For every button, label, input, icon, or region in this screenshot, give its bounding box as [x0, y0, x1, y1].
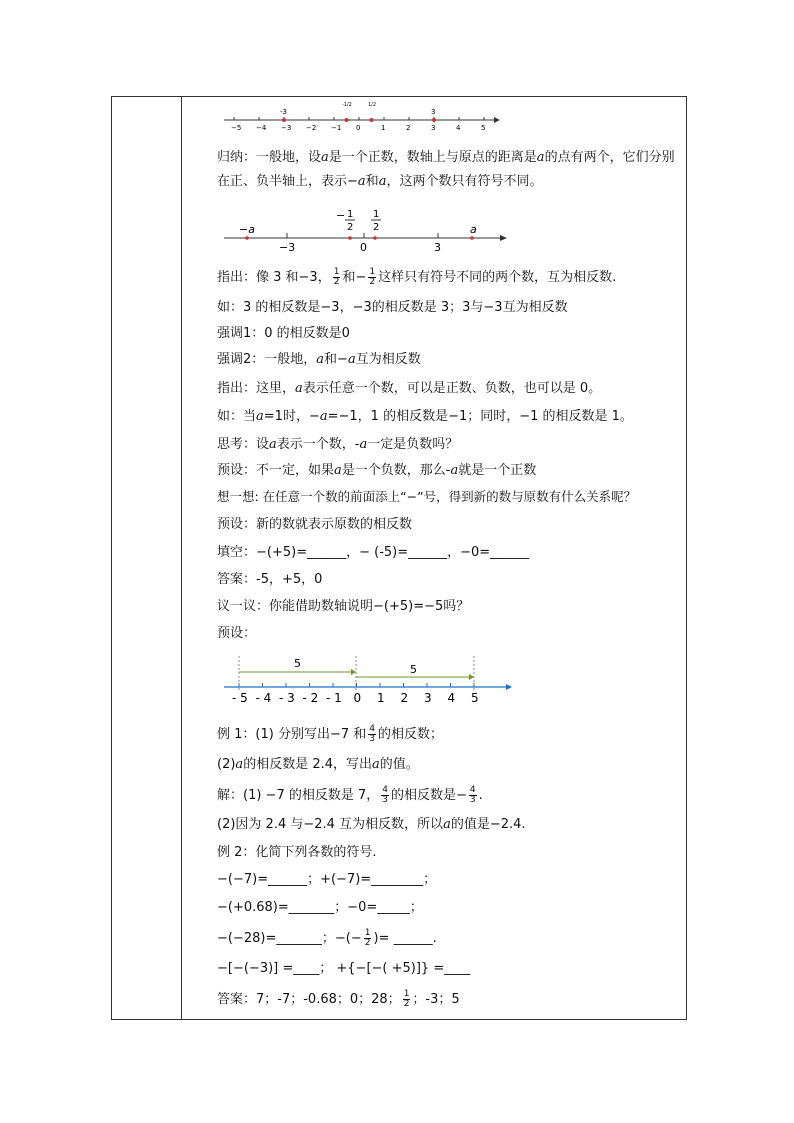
label-neg3: -3 [280, 108, 287, 116]
tick-label: 2 [406, 124, 411, 132]
text-line-emphasis-1: 强调1：0 的相反数是0 [217, 326, 350, 341]
number-line-3 [222, 652, 517, 708]
tick-label: −3 [281, 124, 292, 132]
fraction-half: $\frac{1}{2}$ [364, 928, 371, 948]
label-neg-a: −a [239, 223, 255, 236]
tick-label: 2 [400, 691, 409, 705]
point-half [370, 118, 374, 122]
text-segment: 就是一个正数 [458, 463, 537, 478]
tick-label: −5 [231, 124, 242, 132]
text-segment: 和− [324, 352, 348, 367]
frac-num: 1 [373, 209, 380, 220]
text-segment: 强调2：一般地， [217, 352, 317, 367]
fraction-half: $\frac{1}{2}$ [403, 989, 410, 1009]
text-segment: −(−28)=_______；−(− [217, 931, 362, 946]
var-a: a [256, 409, 264, 424]
var-a: a [319, 409, 328, 424]
text-line-example-when [217, 408, 633, 426]
label-a: a [470, 223, 477, 236]
text-segment: =1时，− [263, 409, 320, 424]
text-segment: 这样只有符号不同的两个数，互为相反数. [378, 270, 617, 285]
var-a: a [235, 757, 244, 772]
label-half: 1/2 [368, 102, 377, 108]
table-column-divider [181, 96, 182, 1020]
example-1-solution-2 [217, 816, 526, 834]
var-a: a [347, 352, 356, 367]
text-line-example-opposites: 如：3 的相反数是−3，−3的相反数是 3；3与−3互为相反数 [217, 300, 568, 315]
text-segment: 如：当 [217, 409, 257, 424]
text-segment: 例 1：(1) 分别写出−7 和 [217, 727, 367, 742]
frac-num: 1 [347, 209, 354, 220]
tick-label: 3 [431, 124, 436, 132]
text-line-pointout [217, 268, 616, 287]
var-a: a [359, 437, 368, 452]
example-2-line-4: −[−(−3)] =____； +{−[−( +5)]} =____ [217, 961, 471, 976]
tick-label: −4 [256, 124, 267, 132]
text-segment: )= ______. [373, 931, 437, 946]
text-segment: 一定是负数吗？ [367, 437, 459, 452]
tick-label: 5 [471, 691, 479, 705]
text-segment: 的值是−2.4. [450, 817, 526, 832]
point-half [373, 236, 377, 240]
var-a: a [269, 437, 277, 452]
tick-label-3: 3 [434, 241, 441, 254]
example-2-title: 例 2：化简下列各数的符号. [217, 845, 377, 860]
tick-label: - 4 [255, 691, 272, 705]
frac-neg-sign: − [336, 209, 346, 222]
tick-label: 5 [481, 124, 486, 132]
example-2-line-3 [217, 929, 437, 948]
point-3 [432, 118, 436, 122]
text-line-presume-2: 预设：新的数就表示原数的相反数 [217, 517, 413, 532]
text-segment: 指出：像 3 和−3， [217, 270, 331, 285]
point-neg-half [348, 236, 352, 240]
point-neg-half [345, 118, 349, 122]
var-a: a [334, 463, 342, 478]
tick-label: - 2 [302, 691, 319, 705]
var-a: a [321, 150, 329, 165]
var-a: a [357, 174, 366, 189]
fraction-four-thirds: $\frac{4}{3}$ [469, 785, 476, 805]
summary-rest2: 和 [365, 174, 379, 189]
var-a: a [372, 757, 380, 772]
summary-mid: 是一个正数，数轴上与原点的距离是 [328, 150, 537, 165]
frac-den: 2 [347, 222, 354, 233]
fraction-four-thirds: $\frac{4}{3}$ [369, 724, 375, 744]
summary-paragraph [217, 146, 681, 194]
tick-label: - 3 [279, 691, 295, 705]
tick-label: 3 [424, 691, 432, 705]
point-a [470, 236, 474, 240]
text-segment: (2) [217, 757, 236, 772]
tick-label-neg3: −3 [279, 241, 296, 254]
var-a: a [316, 352, 325, 367]
text-segment: 解：(1) −7 的相反数是 7， [217, 788, 380, 803]
text-segment: 的值。 [379, 757, 419, 772]
var-a: a [378, 174, 387, 189]
example-2-line-1: −(−7)=______；+(−7)=________； [217, 872, 437, 887]
text-segment: 的相反数是− [390, 788, 467, 803]
tick-label: 0 [353, 691, 362, 705]
var-a: a [295, 381, 303, 396]
text-segment: (2)因为 2.4 与−2.4 互为相反数，所以 [217, 817, 444, 832]
text-line-presume-1 [217, 462, 536, 480]
text-segment: 互为相反数 [355, 352, 421, 367]
text-segment: 表示一个数，- [276, 437, 360, 452]
text-segment: 预设：不一定，如果 [217, 463, 335, 478]
example-2-line-2: −(+0.68)=_______；−0=_____； [217, 900, 423, 915]
text-segment: 指出：这里， [217, 381, 296, 396]
tick-label: 1 [381, 124, 386, 132]
text-segment: 答案：7；-7；-0.68；0；28； [217, 992, 401, 1007]
text-segment: 表示任意一个数，可以是正数、负数，也可以是 0。 [302, 381, 602, 396]
example-1-line-1 [217, 725, 443, 744]
text-segment: 的相反数是 2.4，写出 [243, 757, 372, 772]
example-1-solution-1: 解：(1) −7 的相反数是 7， $\frac{4}{3}$ 的相反数是− $\frac{4}{3}$ . [217, 785, 483, 805]
tick-label: - 5 [232, 691, 248, 705]
text-line-think [217, 436, 458, 454]
tick-label: −2 [306, 124, 317, 132]
tick-label: 4 [456, 124, 461, 132]
number-line-2 [220, 205, 510, 255]
fraction-half: $\frac{1}{2}$ [369, 267, 376, 287]
tick-label: - 1 [326, 691, 342, 705]
example-1-line-2 [217, 756, 419, 774]
tick-label: 4 [447, 691, 456, 705]
var-a: a [443, 817, 451, 832]
example-2-answer [217, 990, 460, 1009]
point-neg-a [245, 236, 249, 240]
text-line-discuss: 议一议：你能借助数轴说明−(+5)=−5吗？ [217, 599, 470, 614]
label-3: 3 [431, 108, 436, 116]
tick-label: 0 [356, 124, 361, 132]
text-segment: 和− [342, 270, 367, 285]
summary-rest1: 的点有两个，它们分别在正、负半轴上，表示− [217, 150, 675, 189]
var-a: a [536, 150, 545, 165]
tick-label: −1 [331, 124, 342, 132]
text-segment: 思考：设 [217, 437, 270, 452]
text-line-explain [217, 380, 601, 398]
point-neg3 [282, 118, 286, 122]
label-neg-half: -1/2 [342, 102, 352, 108]
text-segment: 是一个负数，那么- [341, 463, 451, 478]
number-line-1 [220, 100, 500, 136]
text-line-fill-blank: 填空：−(+5)=______，− (-5)=______，−0=______ [217, 545, 530, 560]
fraction-half: $\frac{1}{2}$ [333, 267, 340, 287]
text-line-presume-3: 预设： [217, 626, 257, 641]
text-line-answer-1: 答案：-5，+5，0 [217, 572, 323, 587]
fraction-four-thirds: $\frac{4}{3}$ [382, 785, 388, 805]
text-segment: ；-3；5 [412, 992, 460, 1007]
arrow-label-right: 5 [410, 663, 417, 676]
text-segment: 的相反数； [377, 727, 443, 742]
summary-rest3: ，这两个数只有符号不同。 [386, 174, 543, 189]
tick-label: 1 [377, 691, 385, 705]
text-line-think-about: 想一想: 在任意一个数的前面添上“−”号，得到新的数与原数有什么关系呢？ [217, 489, 637, 504]
arrow-label-left: 5 [294, 657, 301, 670]
tick-label-0: 0 [360, 241, 367, 254]
text-segment: =−1，1 的相反数是−1；同时，−1 的相反数是 1。 [327, 409, 633, 424]
frac-den: 2 [373, 222, 380, 233]
text-line-emphasis-2 [217, 351, 421, 369]
summary-prefix: 归纳：一般地，设 [217, 150, 322, 165]
var-a: a [450, 463, 459, 478]
